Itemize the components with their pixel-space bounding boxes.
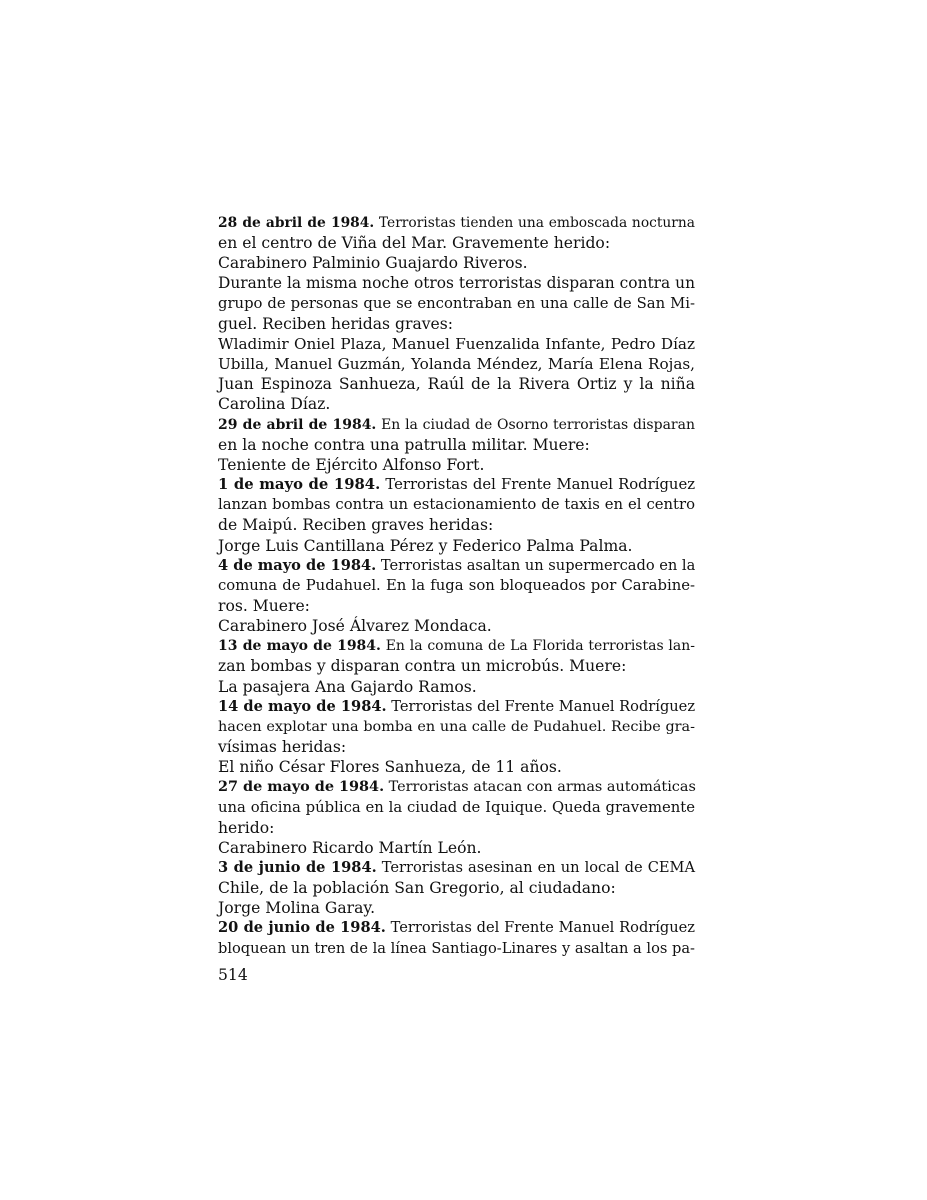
line-text: Durante la misma noche otros terroristas disparan contra un — [218, 274, 695, 293]
text-line — [218, 515, 695, 535]
text-line — [218, 939, 695, 959]
text-line — [218, 858, 695, 878]
text-line — [218, 777, 695, 797]
text-line — [218, 374, 695, 394]
text-line — [218, 435, 695, 455]
line-text: Terroristas atacan con armas automáticas — [384, 779, 696, 796]
text-line — [218, 394, 695, 414]
line-text: Jorge Molina Garay. — [218, 899, 376, 918]
line-text: Terroristas asaltan un supermercado en la — [376, 556, 696, 574]
text-line — [218, 898, 695, 918]
entry-date: 3 de junio de 1984. — [218, 859, 377, 876]
text-line — [218, 233, 695, 253]
text-line — [218, 294, 695, 314]
line-text: Teniente de Ejército Alfonso Fort. — [218, 455, 485, 474]
page-body-text — [218, 213, 695, 959]
text-line — [218, 717, 695, 737]
text-line — [218, 737, 695, 757]
line-text: Carabinero Palminio Guajardo Riveros. — [218, 254, 528, 273]
entry-date: 14 de mayo de 1984. — [218, 697, 387, 715]
line-text: hacen explotar una bomba en una calle de Pudahuel. Recibe gra- — [218, 718, 695, 735]
line-text: guel. Reciben heridas graves: — [218, 314, 454, 333]
text-line — [218, 757, 695, 777]
line-text: Carolina Díaz. — [218, 395, 331, 414]
line-text: Carabinero Ricardo Martín León. — [218, 838, 482, 857]
entry-date: 1 de mayo de 1984. — [218, 476, 381, 494]
entry-date: 27 de mayo de 1984. — [218, 778, 385, 796]
line-text: El niño César Flores Sanhueza, de 11 años. — [218, 758, 562, 777]
text-line — [218, 314, 695, 334]
line-text: En la comuna de La Florida terroristas lan- — [380, 638, 695, 655]
text-line — [218, 697, 695, 717]
text-line — [218, 677, 695, 697]
entry-date: 28 de abril de 1984. — [218, 215, 375, 231]
entry-date: 20 de junio de 1984. — [218, 919, 386, 937]
text-line — [218, 354, 695, 374]
line-text: herido: — [218, 818, 275, 837]
line-text: ros. Muere: — [218, 596, 310, 615]
entry-date: 13 de mayo de 1984. — [218, 638, 381, 655]
text-line — [218, 495, 695, 515]
page-number: 514 — [218, 966, 248, 984]
line-text: Terroristas del Frente Manuel Rodríguez — [385, 919, 695, 937]
line-text: bloquean un tren de la línea Santiago-Linares y asaltan a los pa- — [218, 939, 695, 957]
text-line — [218, 253, 695, 273]
text-line — [218, 556, 695, 576]
text-line — [218, 656, 695, 676]
text-line — [218, 636, 695, 656]
text-line — [218, 415, 695, 435]
line-text: comuna de Pudahuel. En la fuga son bloqueados por Carabine- — [218, 576, 695, 594]
line-text: En la ciudad de Osorno terroristas disparan — [376, 416, 695, 433]
line-text: lanzan bombas contra un estacionamiento de taxis en el centro — [218, 496, 695, 514]
entry-date: 4 de mayo de 1984. — [218, 556, 377, 574]
entry-date: 29 de abril de 1984. — [218, 416, 377, 433]
line-text: de Maipú. Reciben graves heridas: — [218, 516, 494, 535]
line-text: Chile, de la población San Gregorio, al ciudadano: — [218, 879, 616, 898]
text-line — [218, 798, 695, 818]
text-line — [218, 616, 695, 636]
line-text: Terroristas asesinan en un local de CEMA — [376, 859, 696, 876]
line-text: Juan Espinoza Sanhueza, Raúl de la Rivera Ortiz y la niña — [218, 375, 695, 394]
line-text: Terroristas del Frente Manuel Rodríguez — [380, 476, 696, 494]
line-text: grupo de personas que se encontraban en una calle de San Mi- — [218, 294, 695, 312]
text-line — [218, 596, 695, 616]
line-text: en la noche contra una patrulla militar. Muere: — [218, 435, 590, 454]
line-text: Ubilla, Manuel Guzmán, Yolanda Méndez, María Elena Rojas, — [218, 355, 695, 374]
text-line — [218, 918, 695, 938]
line-text: Wladimir Oniel Plaza, Manuel Fuenzalida Infante, Pedro Díaz — [218, 334, 695, 353]
line-text: Terroristas del Frente Manuel Rodríguez — [386, 697, 696, 715]
line-text: vísimas heridas: — [218, 738, 347, 757]
line-text: Carabinero José Álvarez Mondaca. — [218, 617, 492, 636]
text-line — [218, 878, 695, 898]
text-line — [218, 838, 695, 858]
line-text: La pasajera Ana Gajardo Ramos. — [218, 677, 477, 696]
text-line — [218, 475, 695, 495]
text-line — [218, 273, 695, 293]
text-line — [218, 334, 695, 354]
line-text: una oficina pública en la ciudad de Iquique. Queda gravemente — [218, 798, 695, 816]
text-line — [218, 818, 695, 838]
text-line — [218, 213, 695, 233]
line-text: Terroristas tienden una emboscada nocturna — [374, 215, 695, 231]
text-line — [218, 455, 695, 475]
line-text: en el centro de Viña del Mar. Gravemente herido: — [218, 234, 611, 253]
line-text: zan bombas y disparan contra un microbús. Muere: — [218, 657, 627, 676]
text-line — [218, 536, 695, 556]
text-line — [218, 576, 695, 596]
line-text: Jorge Luis Cantillana Pérez y Federico Palma Palma. — [218, 536, 633, 555]
